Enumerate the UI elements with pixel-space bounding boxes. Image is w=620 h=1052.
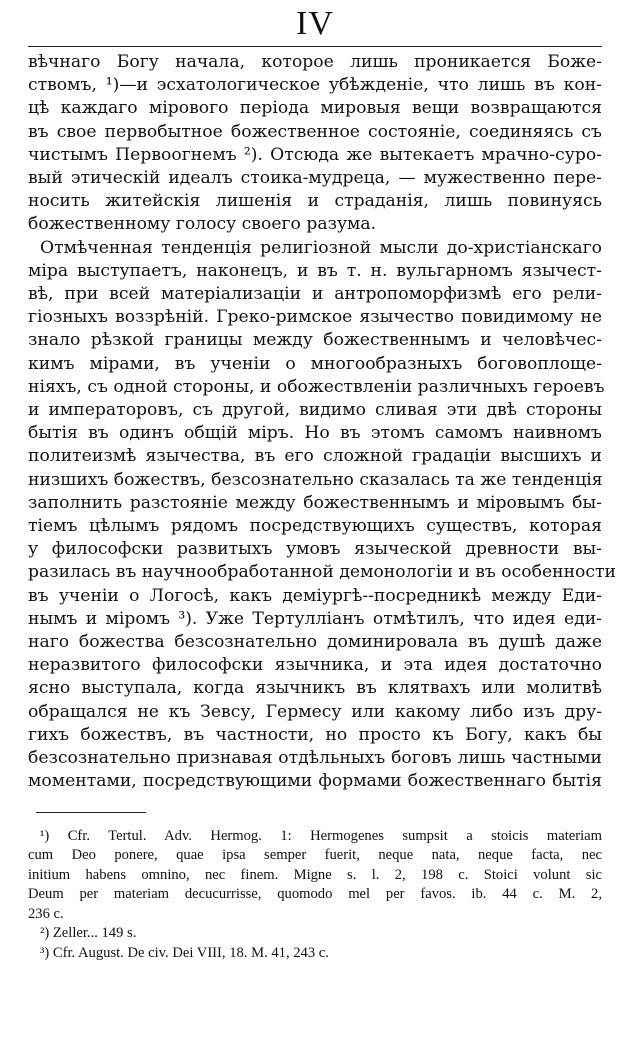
footnote-line: ³) Cfr. August. De civ. Dei VIII, 18. M. 41, 243 c. [40, 945, 329, 962]
text-line: ясно выступала, когда язычникъ въ клятвахъ или молитвѣ [28, 678, 602, 699]
page-number: IV [296, 5, 334, 42]
text-line: у философски развитыхъ умовъ языческой древности вы- [28, 539, 602, 560]
footnote-3 [28, 944, 602, 964]
text-line: наго божества безсознательно доминировала въ душѣ даже [28, 632, 602, 653]
footnote-rule [36, 812, 146, 813]
text-line: гіозныхъ воззрѣній. Греко-римское язычество повидимому не [28, 307, 602, 328]
text-line: политеизмѣ язычества, въ его сложной градаціи высшихъ и [28, 446, 602, 467]
text-line: вѣ, при всей матеріализаціи и антропоморфизмѣ его рели- [28, 284, 602, 305]
header-rule [28, 46, 602, 47]
text-line: тіемъ цѣлымъ рядомъ посредствующихъ существъ, которая [28, 516, 602, 537]
footnote-2 [28, 924, 602, 944]
footnote-line: cum Deo ponere, quae ipsa semper fuerit, neque nata, neque facta, nec [28, 847, 602, 864]
text-line: неразвитого философски язычника, и эта идея достаточно [28, 655, 602, 676]
paragraph-2 [28, 237, 616, 794]
text-line: чистымъ Первоогнемъ ²). Отсюда же вытекаетъ мрачно-суро- [28, 144, 602, 165]
text-line: міра выступаетъ, наконецъ, и въ т. н. вульгарномъ язычест- [28, 260, 602, 281]
footnote-line: 236 c. [28, 905, 64, 922]
text-line: обращался не къ Зевсу, Гермесу или какому либо изъ дру- [28, 701, 602, 722]
text-line: божественному голосу своего разума. [28, 214, 377, 235]
text-line: ніяхъ, съ одной стороны, и обожествленіи различныхъ героевъ [28, 376, 605, 397]
paragraph-1 [28, 51, 602, 237]
text-line: вый этическій идеалъ стоика-мудреца, — мужественно пере- [28, 168, 602, 189]
text-line: знало рѣзкой границы между божественнымъ и человѣчес- [28, 330, 602, 351]
footnote-line: ²) Zeller... 149 s. [40, 925, 137, 942]
text-line: низшихъ божествъ, безсознательно сказалась та же тенденція [28, 469, 603, 490]
text-line: цѣ каждаго мірового періода мировыя вещи возвращаются [28, 98, 602, 119]
text-line: въ свое первобытное божественное состояніе, соединяясь съ [28, 121, 602, 142]
text-line: нымъ и міромъ ³). Уже Тертулліанъ отмѣтилъ, что идея еди- [28, 608, 602, 629]
footnote-line: ¹) Cfr. Tertul. Adv. Hermog. 1: Hermogenes sumpsit a stoicis materiam [40, 827, 602, 844]
footnote-line: Deum per materiam decucurrisse, quomodo mel per favos. ib. 44 c. M. 2, [28, 886, 602, 903]
text-line: ствомъ, ¹)—и эсхатологическое убѣжденіе, что лишь въ кон- [28, 75, 602, 96]
footnotes [28, 827, 602, 964]
text-line: кимъ мірами, въ ученіи о многообразныхъ боговоплоще- [28, 353, 602, 374]
text-line: гихъ божествъ, въ частности, но просто къ Богу, какъ бы [28, 724, 602, 745]
main-text [28, 51, 616, 794]
text-line: моментами, посредствующими формами божественнаго бытія [28, 771, 602, 792]
footnote-1 [28, 827, 602, 925]
text-line: безсознательно признавая отдѣльныхъ боговъ лишь частными [28, 748, 602, 769]
text-line: носить житейскія лишенія и страданія, лишь повинуясь [28, 191, 602, 212]
text-line: въ ученіи о Логосѣ, какъ деміургѣ--посредникѣ между Еди- [28, 585, 602, 606]
text-line: вѣчнаго Богу начала, которое лишь проникается Боже- [28, 52, 602, 72]
text-line: и императоровъ, съ другой, видимо сливая эти двѣ стороны [28, 400, 602, 421]
footnote-line: initium habens omnino, nec finem. Migne s. l. 2, 198 c. Stoici volunt sic [28, 866, 602, 883]
text-line: бытія въ одинъ общій міръ. Но въ этомъ самомъ наивномъ [28, 423, 602, 444]
text-line: разилась въ научнообработанной демонологіи и въ особенности [28, 562, 616, 583]
text-line: Отмѣченная тенденція религіозной мысли до-христіанскаго [40, 237, 602, 258]
text-line: заполнить разстояніе между божественнымъ и міровымъ бы- [28, 492, 602, 513]
